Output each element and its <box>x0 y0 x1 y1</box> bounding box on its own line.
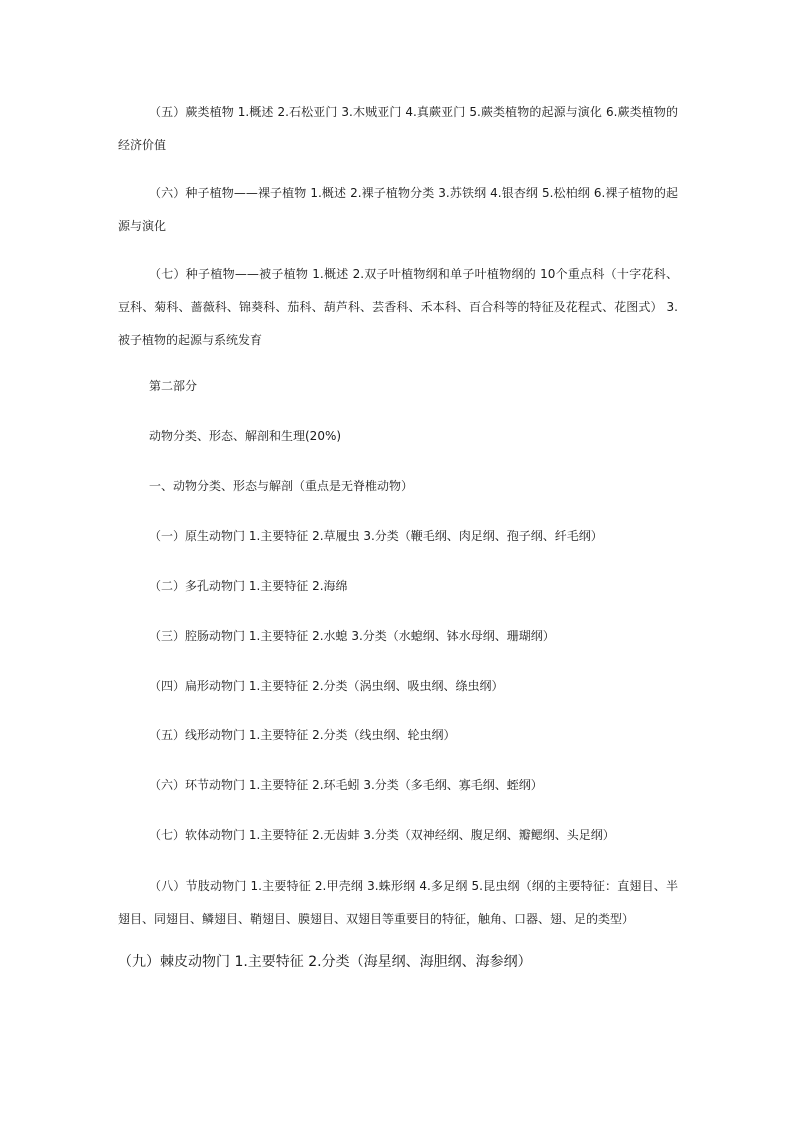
paragraph-arthropoda: （八）节肢动物门 1.主要特征 2.甲壳纲 3.蛛形纲 4.多足纲 5.昆虫纲（纲的主要特征：直翅目、半翅目、同翅目、鳞翅目、鞘翅目、膜翅目、双翅目等重要目的特征，触角、口器、翅、足的类型） <box>118 879 678 926</box>
paragraph-angiosperms: （七）种子植物——被子植物 1.概述 2.双子叶植物纲和单子叶植物纲的 10个重点科（十字花科、豆科、菊科、蔷薇科、锦葵科、茄科、葫芦科、芸香科、禾本科、百合科等的特征及花程式、花图式） 3.被子植物的起源与系统发育 <box>118 267 678 347</box>
paragraph-mollusca: （七）软体动物门 1.主要特征 2.无齿蚌 3.分类（双神经纲、腹足纲、瓣鳃纲、头足纲） <box>149 828 615 842</box>
section-subheading-classification: 一、动物分类、形态与解剖（重点是无脊椎动物） <box>149 479 414 493</box>
paragraph-nematoda: （五）线形动物门 1.主要特征 2.分类（线虫纲、轮虫纲） <box>149 728 456 742</box>
paragraph-protozoa: （一）原生动物门 1.主要特征 2.草履虫 3.分类（鞭毛纲、肉足纲、孢子纲、纤毛纲） <box>149 529 603 543</box>
paragraph-coelenterata: （三）腔肠动物门 1.主要特征 2.水螅 3.分类（水螅纲、钵水母纲、珊瑚纲） <box>149 629 555 643</box>
paragraph-ferns: （五）蕨类植物 1.概述 2.石松亚门 3.木贼亚门 4.真蕨亚门 5.蕨类植物的起源与演化 6.蕨类植物的经济价值 <box>118 105 678 152</box>
section-heading-part-two: 第二部分 <box>149 379 198 393</box>
paragraph-porifera: （二）多孔动物门 1.主要特征 2.海绵 <box>149 579 348 593</box>
section-subheading-animals: 动物分类、形态、解剖和生理(20%) <box>149 429 342 443</box>
paragraph-annelida: （六）环节动物门 1.主要特征 2.环毛蚓 3.分类（多毛纲、寡毛纲、蛭纲） <box>149 778 543 792</box>
paragraph-gymnosperms: （六）种子植物——裸子植物 1.概述 2.裸子植物分类 3.苏铁纲 4.银杏纲 5.松柏纲 6.裸子植物的起源与演化 <box>118 186 678 233</box>
paragraph-platyhelminthes: （四）扁形动物门 1.主要特征 2.分类（涡虫纲、吸虫纲、绦虫纲） <box>149 679 504 693</box>
paragraph-echinodermata: （九）棘皮动物门 1.主要特征 2.分类（海星纲、海胆纲、海参纲） <box>118 954 532 970</box>
